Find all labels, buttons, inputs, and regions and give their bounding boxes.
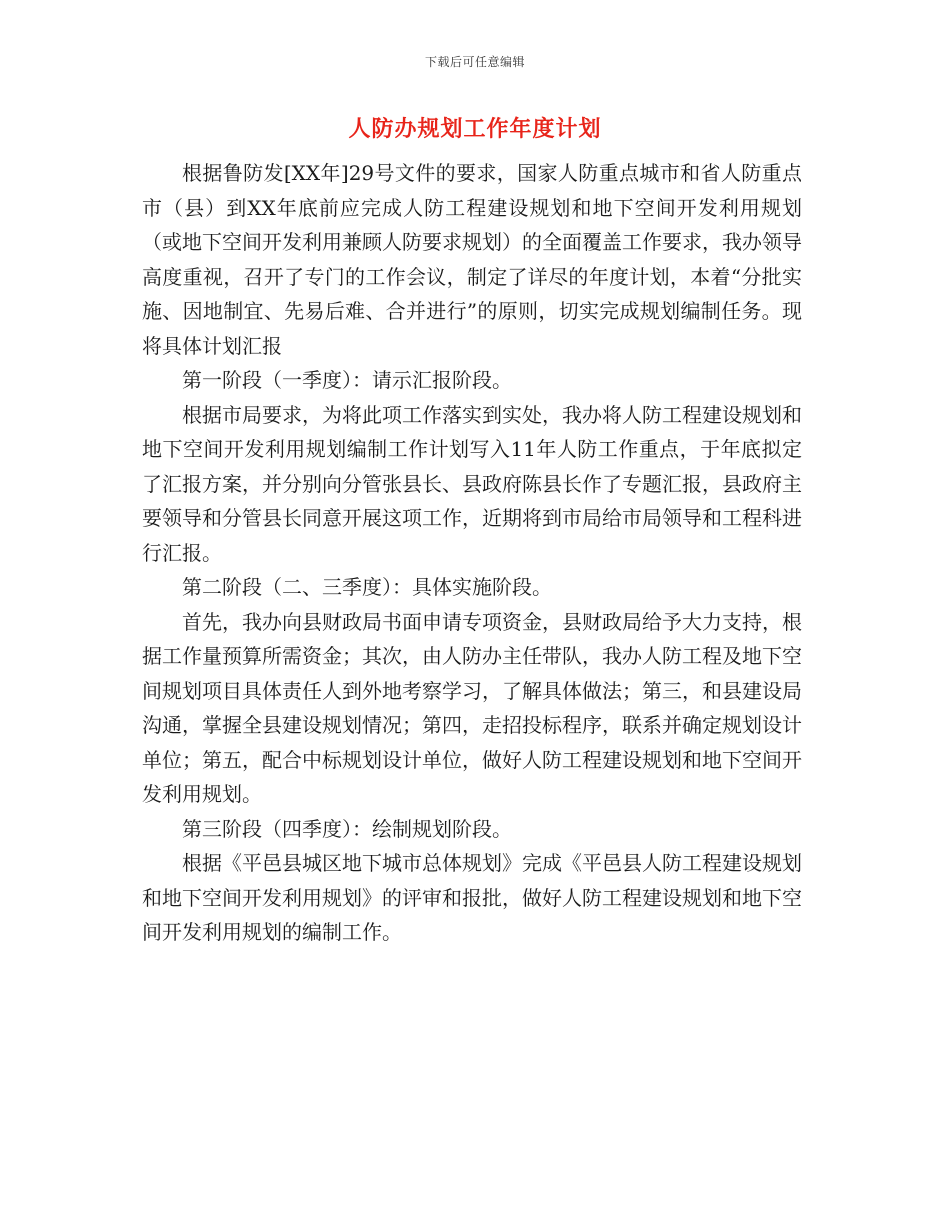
paragraph-intro: 根据鲁防发[XX年]29号文件的要求，国家人防重点城市和省人防重点市（县）到XX年底前应完成人防工程建设规划和地下空间开发利用规划（或地下空间开发利用兼顾人防要求规划）的全面覆盖工作要求，我办领导高度重视，召开了专门的工作会议，制定了详尽的年度计划，本着“分批实施、因地制宜、先易后难、合并进行”的原则，切实完成规划编制任务。现将具体计划汇报 — [142, 161, 802, 358]
section-heading-stage-2: 第二阶段（二、三季度）：具体实施阶段。 — [182, 575, 552, 599]
header-note: 下载后可任意编辑 — [424, 55, 525, 69]
paragraph-stage-3: 根据《平邑县城区地下城市总体规划》完成《平邑县人防工程建设规划和地下空间开发利用规划》的评审和报批，做好人防工程建设规划和地下空间开发利用规划的编制工作。 — [142, 851, 802, 944]
paragraph-stage-2: 首先，我办向县财政局书面申请专项资金，县财政局给予大力支持，根据工作量预算所需资金；其次，由人防办主任带队，我办人防工程及地下空间规划项目具体责任人到外地考察学习，了解具体做法；第三，和县建设局沟通，掌握全县建设规划情况；第四，走招投标程序，联系并确定规划设计单位；第五，配合中标规划设计单位，做好人防工程建设规划和地下空间开发利用规划。 — [142, 609, 802, 806]
section-heading-stage-3: 第三阶段（四季度）：绘制规划阶段。 — [182, 816, 512, 841]
document-body — [142, 156, 802, 950]
document-title: 人防办规划工作年度计划 — [348, 116, 602, 142]
paragraph-stage-1: 根据市局要求，为将此项工作落实到实处，我办将人防工程建设规划和地下空间开发利用规划编制工作计划写入11年人防工作重点，于年底拟定了汇报方案，并分别向分管张县长、县政府陈县长作了专题汇报，县政府主要领导和分管县长同意开展这项工作，近期将到市局给市局领导和工程科进行汇报。 — [142, 402, 802, 565]
section-heading-stage-1: 第一阶段（一季度）：请示汇报阶段。 — [182, 368, 512, 392]
